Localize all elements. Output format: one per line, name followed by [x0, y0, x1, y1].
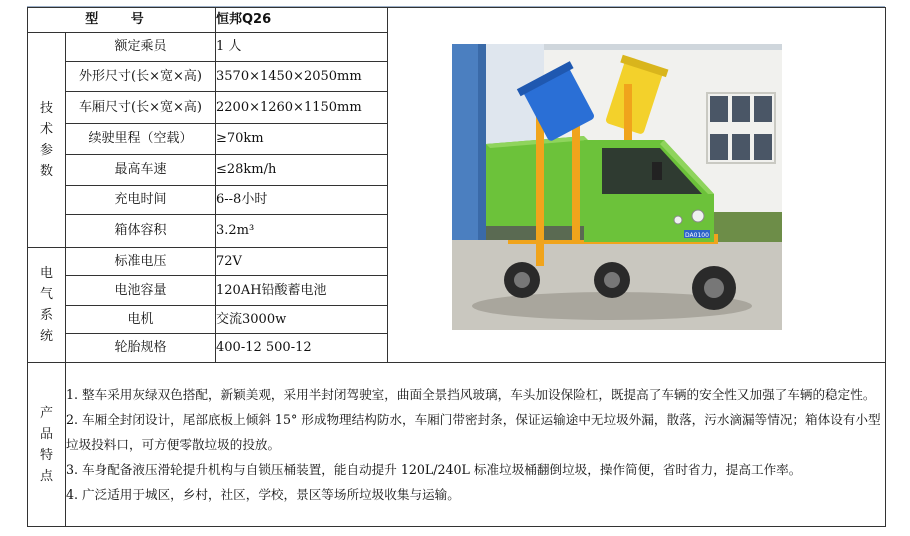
param-label: 外形尺寸(长×宽×高)	[66, 62, 216, 92]
features-cell	[66, 363, 886, 527]
param-value: 1 人	[216, 33, 388, 62]
feature-item: 4. 广泛适用于城区，乡村，社区，学校，景区等场所垃圾收集与运输。	[66, 487, 460, 502]
model-label: 型 号	[28, 8, 216, 33]
param-value: ≤28km/h	[216, 155, 388, 186]
garbage-truck-image	[452, 44, 782, 330]
param-value: ≥70km	[216, 124, 388, 155]
group-features	[28, 363, 66, 527]
param-label: 电池容量	[66, 276, 216, 306]
param-value: 120AH铅酸蓄电池	[216, 276, 388, 306]
feature-item: 2. 车厢全封闭设计，尾部底板上倾斜 15° 形成物理结构防水，车厢门带密封条，保证运输途中无垃圾外漏，散落，污水滴漏等情况；箱体设有小型垃圾投料口，可方便零散垃圾的投放。	[66, 412, 881, 452]
param-label: 标准电压	[66, 248, 216, 276]
param-label: 额定乘员	[66, 33, 216, 62]
param-value: 3.2m³	[216, 215, 388, 248]
product-photo	[452, 44, 782, 330]
truck-box	[486, 136, 584, 240]
param-value: 72V	[216, 248, 388, 276]
param-value: 400-12 500-12	[216, 334, 388, 363]
param-label: 最高车速	[66, 155, 216, 186]
spec-table	[27, 7, 886, 527]
group-features-label: 产品特点	[39, 405, 53, 484]
group-elec	[28, 248, 66, 363]
group-tech-label: 技术参数	[39, 101, 53, 179]
lift-arm	[536, 116, 544, 266]
feature-item: 1. 整车采用灰绿双色搭配，新颖美观，采用半封闭驾驶室，曲面全景挡风玻璃，车头加设保险杠，既提高了车辆的安全性又加强了车辆的稳定性。	[66, 387, 876, 402]
param-label: 车厢尺寸(长×宽×高)	[66, 92, 216, 124]
plate-text: DA0100	[685, 232, 709, 239]
param-value: 3570×1450×2050mm	[216, 62, 388, 92]
model-value: 恒邦Q26	[216, 8, 388, 33]
feature-item: 3. 车身配备液压滑轮提升机构与自锁压桶装置，能自动提升 120L/240L 标准垃圾桶翻倒垃圾，操作简便，省时省力，提高工作率。	[66, 462, 802, 477]
param-label: 箱体容积	[66, 215, 216, 248]
param-value: 2200×1260×1150mm	[216, 92, 388, 124]
param-value: 6--8小时	[216, 186, 388, 215]
param-value: 交流3000w	[216, 306, 388, 334]
group-elec-label: 电气系统	[39, 266, 53, 344]
param-label: 充电时间	[66, 186, 216, 215]
product-photo-cell	[388, 8, 886, 363]
param-label: 电机	[66, 306, 216, 334]
param-label: 续驶里程（空载）	[66, 124, 216, 155]
group-tech	[28, 33, 66, 248]
param-label: 轮胎规格	[66, 334, 216, 363]
